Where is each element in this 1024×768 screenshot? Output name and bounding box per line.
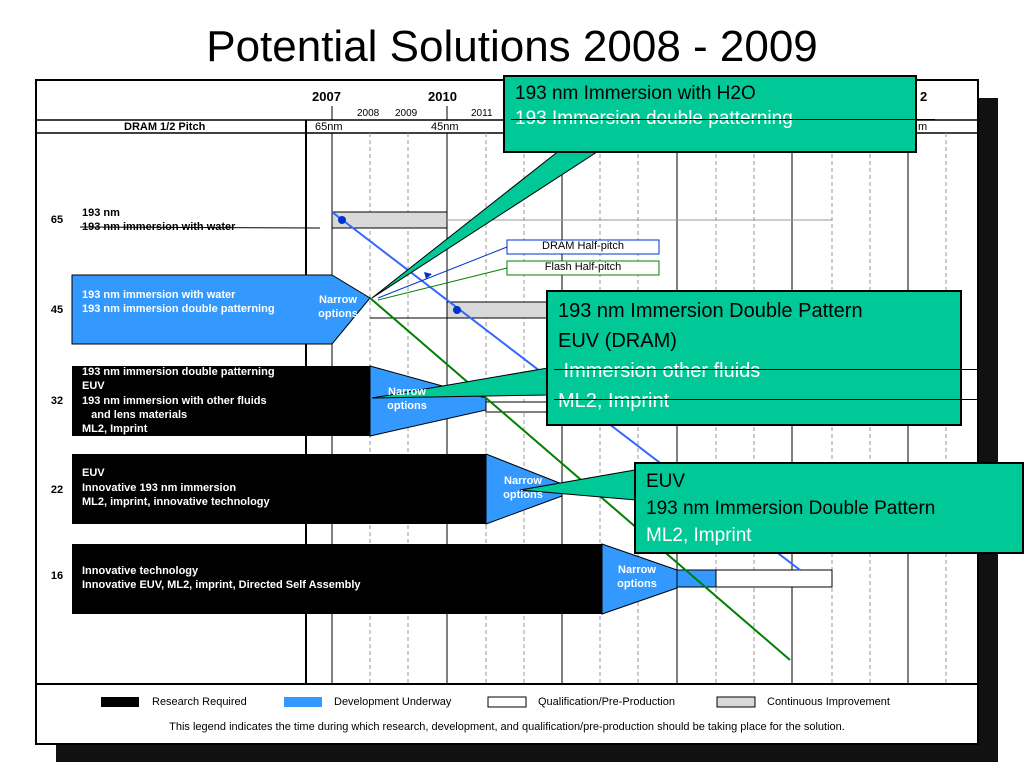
row22-narrow-options: Narrow options: [503, 475, 543, 501]
callout2-line-2: EUV (DRAM): [558, 330, 677, 352]
callout-65nm: [503, 75, 917, 153]
row16-qualification-bar: [716, 570, 832, 587]
year-2007: 2007: [312, 89, 341, 104]
callout3-line-3: ML2, Imprint: [646, 525, 752, 546]
legend-qualification: Qualification/Pre-Production: [538, 696, 675, 708]
year-2008: 2008: [357, 108, 380, 119]
row-num-32: 32: [50, 395, 64, 407]
callout2-line-1: 193 nm Immersion Double Pattern: [558, 300, 863, 322]
pitch-65nm: 65nm: [315, 121, 343, 133]
year-2009: 2009: [395, 108, 418, 119]
callout3-line-1: EUV: [646, 471, 686, 492]
row22-label-3: ML2, imprint, innovative technology: [82, 496, 270, 508]
legend-swatch-development: [284, 697, 322, 707]
callout1-line-2: 193 Immersion double patterning: [515, 106, 905, 131]
dram-halfpitch-label: DRAM Half-pitch: [542, 240, 624, 252]
legend-swatch-research: [101, 697, 139, 707]
row32-label-2: EUV: [82, 380, 105, 392]
legend-note: This legend indicates the time during which research, development, and qualification/pre-production should be taking place for the solution.: [169, 721, 845, 733]
trend-marker-1: [338, 216, 346, 224]
pitch-truncated: m: [918, 121, 928, 133]
callout2-line-4: ML2, Imprint: [558, 386, 950, 416]
row-num-65: 65: [50, 214, 64, 226]
row32-label-1: 193 nm immersion double patterning: [82, 366, 275, 378]
row-num-16: 16: [50, 570, 64, 582]
callout1-line-1: 193 nm Immersion with H2O: [515, 83, 756, 104]
year-truncated: 2: [920, 89, 928, 104]
pitch-45nm: 45nm: [431, 121, 459, 133]
row16-label-1: Innovative technology: [82, 565, 199, 577]
row32-label-4: and lens materials: [82, 409, 188, 421]
row32-narrow-options: Narrow options: [387, 386, 427, 412]
row22-label-1: EUV: [82, 467, 105, 479]
row16-narrow-options: Narrow options: [617, 564, 657, 590]
callout-32nm: [634, 462, 1024, 554]
year-2011: 2011: [471, 108, 493, 119]
trend-marker-2: [453, 306, 461, 314]
row45-label-2: 193 nm immersion double patterning: [82, 303, 275, 315]
legend-swatch-improvement: [717, 697, 755, 707]
row16-label-2: Innovative EUV, ML2, imprint, Directed Self Assembly: [82, 579, 361, 591]
legend-improvement: Continuous Improvement: [767, 696, 890, 708]
year-2010: 2010: [428, 89, 457, 104]
legend-swatch-qualification: [488, 697, 526, 707]
row-num-22: 22: [50, 484, 64, 496]
slide-title: Potential Solutions 2008 - 2009: [206, 22, 818, 71]
row45-label-1: 193 nm immersion with water: [82, 289, 236, 301]
row32-label-5: ML2, Imprint: [82, 423, 148, 435]
row45-improvement-bar: [447, 302, 562, 318]
callout2-line-3: Immersion other fluids: [558, 356, 950, 386]
row-num-45: 45: [50, 304, 64, 316]
row65-label-2: 193 nm immersion with water: [82, 221, 236, 233]
row32-label-3: 193 nm immersion with other fluids: [82, 395, 267, 407]
row65-label-1: 193 nm: [82, 207, 120, 219]
row-header-label: DRAM 1/2 Pitch: [124, 121, 206, 133]
callout3-line-2: 193 nm Immersion Double Pattern: [646, 498, 936, 519]
row22-label-2: Innovative 193 nm immersion: [82, 482, 237, 494]
legend-research: Research Required: [152, 696, 247, 708]
row45-narrow-options: Narrow options: [318, 294, 358, 320]
callout-45nm: [546, 290, 962, 426]
legend-development: Development Underway: [334, 696, 452, 708]
flash-halfpitch-label: Flash Half-pitch: [544, 261, 622, 273]
